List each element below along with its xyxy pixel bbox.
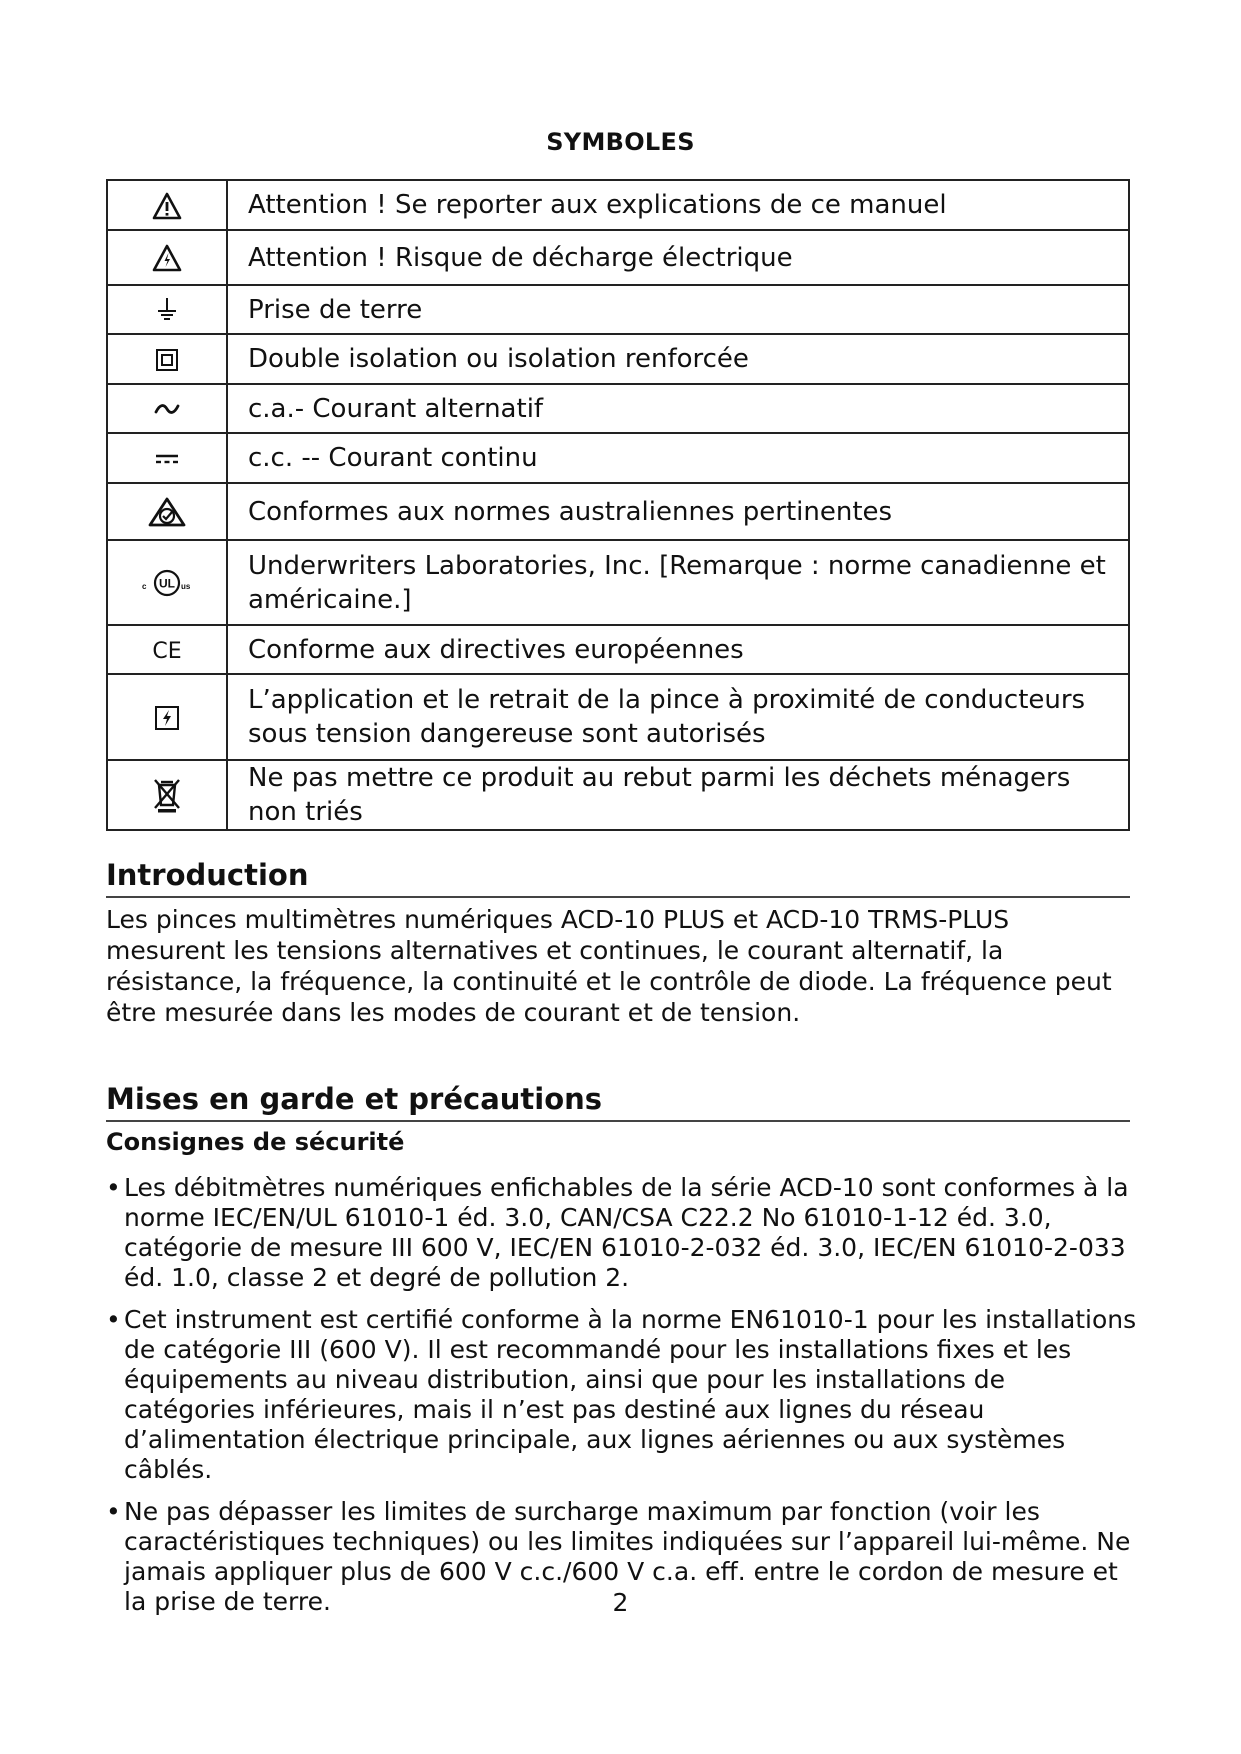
- ul-mark-icon: [141, 567, 193, 599]
- page-number: 2: [612, 1588, 629, 1617]
- table-row: [107, 334, 1129, 384]
- warnings-heading: Mises en garde et précautions: [106, 1081, 1130, 1122]
- symbol-cell: [107, 180, 227, 230]
- table-row: [107, 540, 1129, 625]
- electric-shock-icon: [152, 244, 182, 272]
- table-row: [107, 285, 1129, 334]
- symbol-cell: [107, 760, 227, 830]
- symbol-description: Double isolation ou isolation renforcée: [227, 334, 1129, 384]
- symbol-description: c.a.- Courant alternatif: [227, 384, 1129, 433]
- symbol-description: Attention ! Risque de décharge électrique: [227, 230, 1129, 285]
- symbol-cell: [107, 285, 227, 334]
- dc-icon: [154, 452, 180, 466]
- ul-mark-us: us: [181, 582, 191, 591]
- symbol-cell: [107, 540, 227, 625]
- ul-mark-ul: UL: [159, 576, 175, 591]
- symbol-description: c.c. -- Courant continu: [227, 433, 1129, 483]
- symbol-description: Prise de terre: [227, 285, 1129, 334]
- weee-bin-icon: [153, 777, 181, 813]
- table-row: [107, 433, 1129, 483]
- table-row: [107, 180, 1129, 230]
- bullet-dot: •: [106, 1497, 121, 1526]
- symbols-table: [106, 179, 1130, 831]
- rcm-icon: [147, 496, 187, 528]
- introduction-heading: Introduction: [106, 857, 1130, 898]
- ce-mark-text: CE: [152, 639, 182, 664]
- list-item-text: Ne pas dépasser les limites de surcharge maximum par fonction (voir les caractéristiques techniques) ou les limites indiquées sur l’appareil lui-même. Ne jamais appliquer plus de 600 V c.c./600 V c.a. eff. entre le cordon de mesure et la prise de terre.: [124, 1497, 1131, 1616]
- symbol-description: L’application et le retrait de la pince à proximité de conducteurs sous tension dangereuse sont autorisés: [227, 674, 1129, 760]
- warning-triangle-icon: [152, 192, 182, 220]
- ul-mark-c: c: [142, 582, 147, 591]
- list-item: [106, 1305, 1138, 1485]
- list-item: [106, 1173, 1138, 1293]
- ac-icon: [154, 402, 180, 416]
- table-row: [107, 760, 1129, 830]
- symbol-description: Underwriters Laboratories, Inc. [Remarque : norme canadienne et américaine.]: [227, 540, 1129, 625]
- introduction-body: Les pinces multimètres numériques ACD-10 PLUS et ACD-10 TRMS-PLUS mesurent les tensions alternatives et continues, le courant alternatif, la résistance, la fréquence, la continuité et le contrôle de diode. La fréquence peut être mesurée dans les modes de courant et de tension.: [106, 905, 1112, 1027]
- bullet-dot: •: [106, 1173, 121, 1202]
- double-insulation-icon: [155, 348, 179, 372]
- symbol-cell: [107, 625, 227, 674]
- list-item-text: Les débitmètres numériques enfichables de la série ACD-10 sont conformes à la norme IEC/EN/UL 61010-1 éd. 3.0, CAN/CSA C22.2 No 61010-1-12 éd. 3.0, catégorie de mesure III 600 V, IEC/EN 61010-2-032 éd. 3.0, IEC/EN 61010-2-033 éd. 1.0, classe 2 et degré de pollution 2.: [124, 1173, 1129, 1292]
- symbol-description: Attention ! Se reporter aux explications de ce manuel: [227, 180, 1129, 230]
- table-row: [107, 230, 1129, 285]
- table-row: [107, 674, 1129, 760]
- table-row: [107, 483, 1129, 540]
- symbol-cell: [107, 230, 227, 285]
- table-row: [107, 625, 1129, 674]
- symbol-cell: [107, 334, 227, 384]
- table-row: [107, 384, 1129, 433]
- ce-mark-icon: [147, 636, 187, 664]
- symbol-description: Conformes aux normes australiennes pertinentes: [227, 483, 1129, 540]
- symbol-cell: [107, 674, 227, 760]
- hazardous-live-icon: [154, 705, 180, 731]
- symbol-cell: [107, 483, 227, 540]
- ground-icon: [155, 297, 179, 323]
- safety-subheading: Consignes de sécurité: [106, 1128, 405, 1156]
- symbol-description: Ne pas mettre ce produit au rebut parmi les déchets ménagers non triés: [227, 760, 1129, 830]
- symbol-cell: [107, 433, 227, 483]
- symbols-title: SYMBOLES: [546, 128, 695, 156]
- symbol-description: Conforme aux directives européennes: [227, 625, 1129, 674]
- safety-list: [106, 1173, 1138, 1629]
- list-item-text: Cet instrument est certifié conforme à la norme EN61010-1 pour les installations de catégorie III (600 V). Il est recommandé pour les installations fixes et les équipements au niveau distribution, ainsi que pour les installations de catégories inférieures, mais il n’est pas destiné aux lignes du réseau d’alimentation électrique principale, aux lignes aériennes ou aux systèmes câblés.: [124, 1305, 1137, 1484]
- bullet-dot: •: [106, 1305, 121, 1334]
- symbol-cell: [107, 384, 227, 433]
